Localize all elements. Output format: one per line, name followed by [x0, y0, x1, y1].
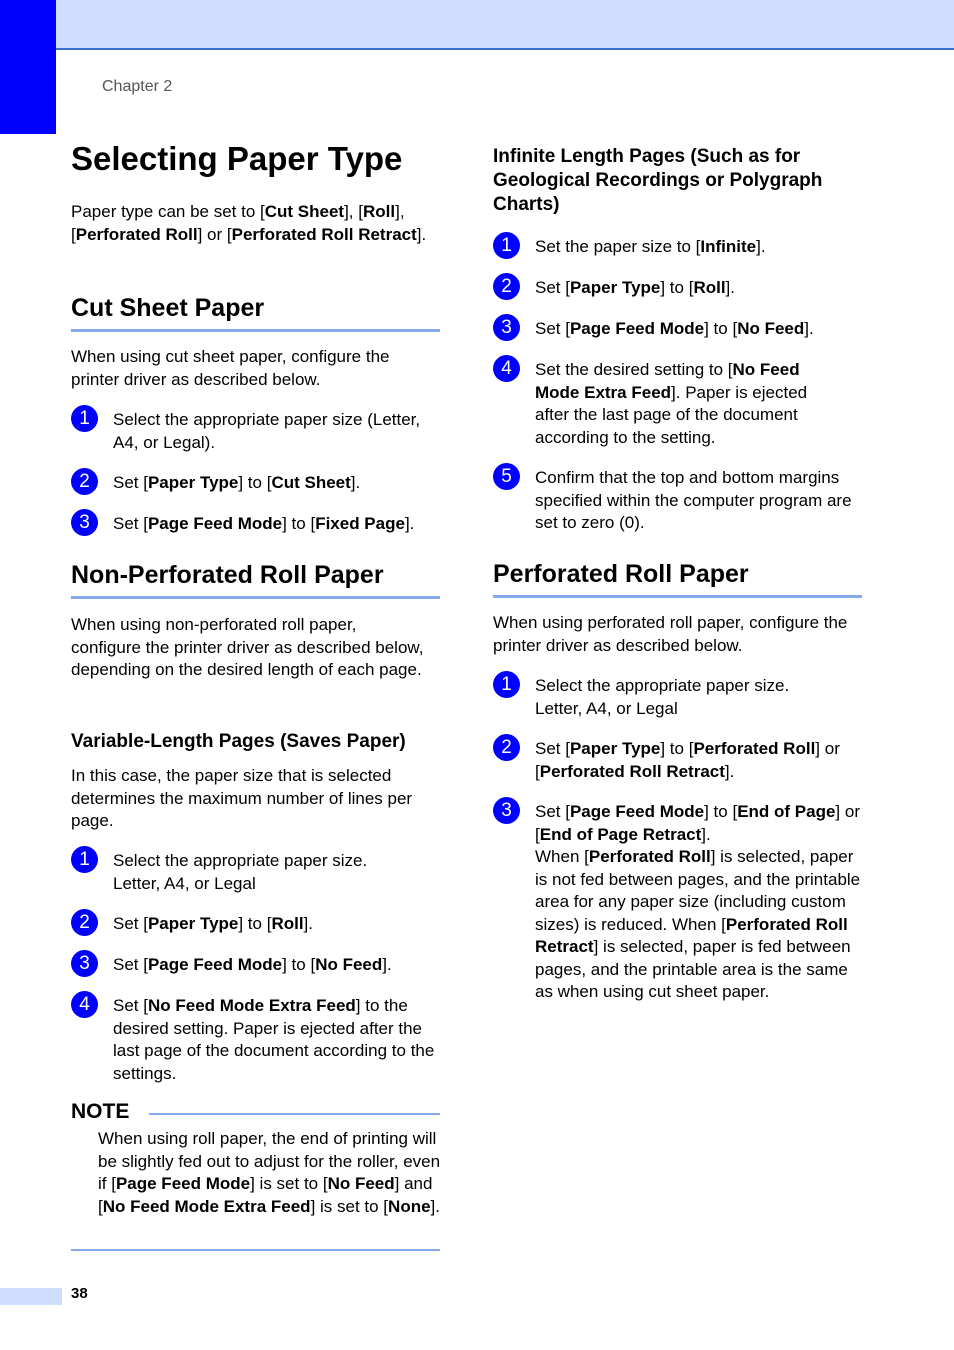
variable-length-body: In this case, the paper size that is selected determines the maximum number of lines per page. — [71, 766, 413, 830]
section-heading-cut-sheet: Cut Sheet Paper — [71, 294, 440, 332]
step-number-badge: 5 — [493, 463, 520, 490]
step-number-badge: 3 — [71, 950, 98, 977]
step-text: Select the appropriate paper size (Letter, A4, or Legal). — [113, 410, 421, 452]
step-number-badge: 3 — [493, 797, 520, 824]
step-number-badge: 4 — [493, 355, 520, 382]
section-heading-non-perforated: Non-Perforated Roll Paper — [71, 561, 440, 599]
subheading-infinite-length: Infinite Length Pages (Such as for Geological Recordings or Polygraph Charts) — [493, 146, 823, 215]
section-heading-perforated: Perforated Roll Paper — [493, 560, 862, 598]
step-text: Set [No Feed Mode Extra Feed] to the desired setting. Paper is ejected after the last page of the document according to the settings. — [113, 996, 435, 1083]
step-text: Set [Page Feed Mode] to [Fixed Page]. — [113, 514, 415, 533]
page-title: Selecting Paper Type — [71, 140, 403, 177]
step-text: Set [Paper Type] to [Cut Sheet]. — [113, 473, 361, 492]
step-number-badge: 2 — [71, 468, 98, 495]
page-number: 38 — [71, 1285, 88, 1302]
note-text: When using roll paper, the end of printing will be slightly fed out to adjust for the roller, even if [Page Feed Mode] is set to [No Feed] and [No Feed Mode Extra Feed] is set to [None]. — [98, 1129, 441, 1216]
chapter-label: Chapter 2 — [102, 78, 173, 95]
note-bottom-rule — [71, 1249, 440, 1251]
step-text: Set [Page Feed Mode] to [No Feed]. — [113, 955, 392, 974]
subheading-variable-length: Variable-Length Pages (Saves Paper) — [71, 731, 406, 752]
non-perforated-body: When using non-perforated roll paper, configure the printer driver as described below, depending on the desired length of each page. — [71, 615, 424, 679]
note-top-rule — [149, 1113, 440, 1115]
step-text: Set [Page Feed Mode] to [End of Page] or [End of Page Retract]. — [535, 802, 860, 844]
step-number-badge: 2 — [493, 273, 520, 300]
step-number-badge: 2 — [71, 909, 98, 936]
step-text: Set [Paper Type] to [Roll]. — [535, 278, 735, 297]
note-heading: NOTE — [71, 1100, 130, 1123]
step-number-badge: 4 — [71, 991, 98, 1018]
step-text: Set the paper size to [Infinite]. — [535, 237, 766, 256]
step-detail-text: When [Perforated Roll] is selected, paper is not fed between pages, and the printable area for any paper size (including custom sizes) is reduced. When [Perforated Roll Retract] is selected, paper is fed between pages, and the printable area is the same as when using cut sheet paper. — [535, 847, 861, 1001]
header-band — [0, 0, 954, 50]
intro-text: Paper type can be set to [Cut Sheet], [Roll], [Perforated Roll] or [Perforated Roll Retract]. — [71, 202, 427, 244]
cut-sheet-body: When using cut sheet paper, configure the printer driver as described below. — [71, 347, 390, 389]
step-number-badge: 1 — [71, 405, 98, 432]
step-text: Set [Page Feed Mode] to [No Feed]. — [535, 319, 814, 338]
perforated-body: When using perforated roll paper, configure the printer driver as described below. — [493, 613, 848, 655]
chapter-tab — [0, 0, 56, 134]
step-text-block — [535, 801, 865, 1004]
step-text: Select the appropriate paper size. Letter, A4, or Legal — [113, 851, 368, 893]
step-number-badge: 1 — [493, 671, 520, 698]
step-text: Set [Paper Type] to [Perforated Roll] or [Perforated Roll Retract]. — [535, 739, 840, 781]
step-number-badge: 1 — [71, 846, 98, 873]
step-number-badge: 2 — [493, 734, 520, 761]
step-text: Confirm that the top and bottom margins specified within the computer program are set to zero (0). — [535, 468, 852, 532]
step-text: Set the desired setting to [No Feed Mode Extra Feed]. Paper is ejected after the last page of the document according to the setting. — [535, 360, 808, 447]
page-number-bar — [0, 1288, 62, 1305]
step-number-badge: 3 — [493, 314, 520, 341]
step-text: Select the appropriate paper size. Letter, A4, or Legal — [535, 676, 790, 718]
step-number-badge: 3 — [71, 509, 98, 536]
step-text: Set [Paper Type] to [Roll]. — [113, 914, 313, 933]
step-number-badge: 1 — [493, 232, 520, 259]
